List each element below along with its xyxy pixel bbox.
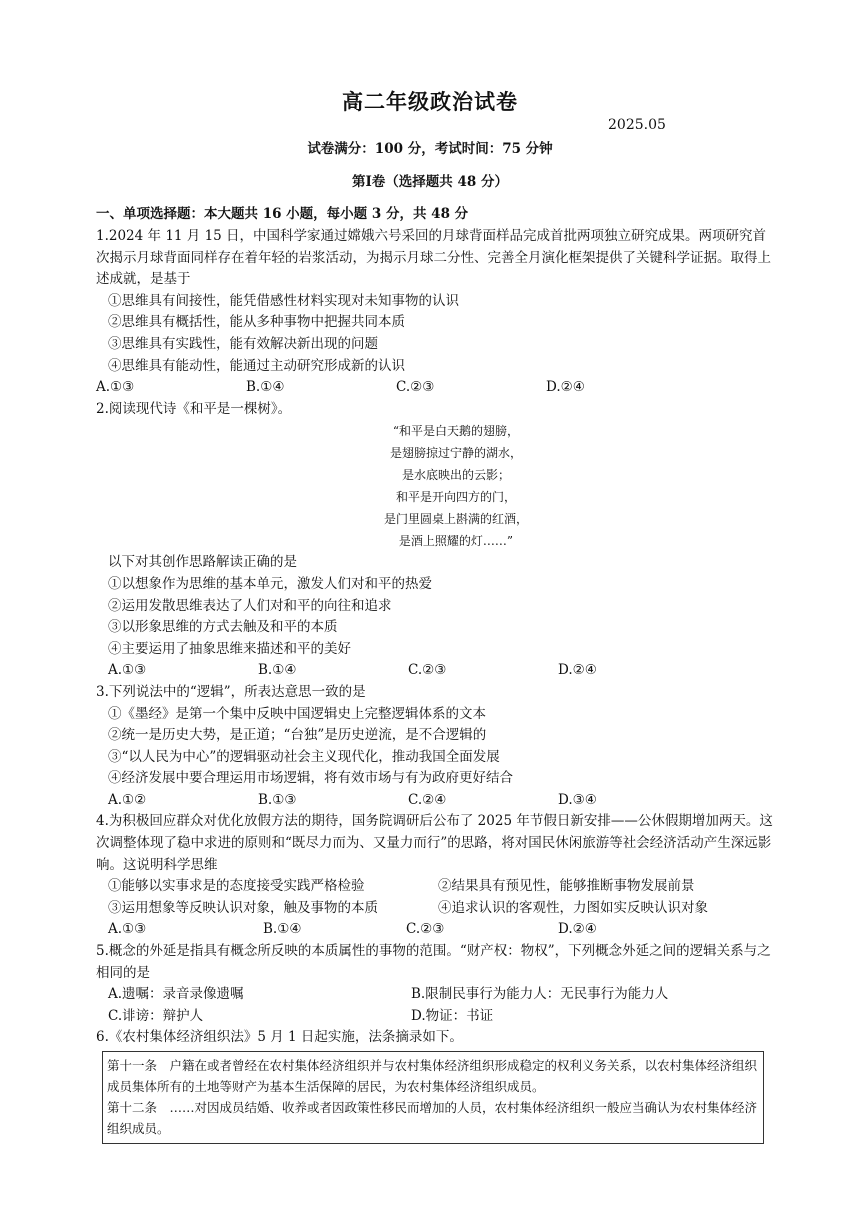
option-a[interactable]: A.遗嘱：录音录像遗嘱 — [108, 986, 244, 1003]
question-1-item: ②思维具有概括性，能从多种事物中把握共同本质 — [108, 314, 405, 331]
question-4-item: ①能够以实事求是的态度接受实践严格检验 — [108, 878, 365, 895]
option-c[interactable]: C.②④ — [408, 791, 447, 808]
question-2-item: ④主要运用了抽象思维来描述和平的美好 — [108, 640, 351, 657]
option-d[interactable]: D.②④ — [558, 921, 597, 938]
question-4-item: ④追求认识的客观性，力图如实反映认识对象 — [438, 899, 708, 916]
question-2-item: ①以想象作为思维的基本单元，激发人们对和平的热爱 — [108, 575, 432, 592]
question-1-options — [96, 377, 776, 399]
question-5-options-row — [96, 1006, 776, 1028]
law-article-12: 第十二条 ……对因成员结婚、收养或者因政策性移民而增加的人员，农村集体经济组织一般应当确认为农村集体经济组织成员。 — [107, 1100, 758, 1136]
poem-line: 和平是开向四方的门， — [395, 490, 516, 505]
question-1-item: ①思维具有间接性，能凭借感性材料实现对未知事物的认识 — [108, 292, 459, 309]
question-2-prompt: 以下对其创作思路解读正确的是 — [108, 554, 297, 571]
question-5-stem: 5.概念的外延是指具有概念所反映的本质属性的事物的范围。“财产权：物权”，下列概念外延之间的逻辑关系与之相同的是 — [96, 943, 771, 981]
poem-line: “和平是白天鹅的翅膀， — [392, 424, 520, 439]
option-b[interactable]: B.限制民事行为能力人：无民事行为能力人 — [411, 986, 669, 1003]
question-3-item: ①《墨经》是第一个集中反映中国逻辑史上完整逻辑体系的文本 — [108, 705, 486, 722]
poem-line: 是翅膀掠过宁静的湖水， — [389, 446, 522, 461]
question-2-stem: 2.阅读现代诗《和平是一棵树》。 — [96, 400, 292, 417]
question-1-item: ③思维具有实践性，能有效解决新出现的问题 — [108, 335, 378, 352]
question-2-item: ②运用发散思维表达了人们对和平的向往和追求 — [108, 597, 392, 614]
question-4-stem: 4.为积极回应群众对优化放假方法的期待，国务院调研后公布了 2025 年节假日新安排——公休假期增加两天。这次调整体现了稳中求进的原则和“既尽力而为、又量力而行”的思路，将对国民休闲旅游等社会经济活动产生深远影响。这说明科学思维 — [96, 813, 773, 873]
exam-content — [96, 204, 776, 1144]
option-c[interactable]: C.②③ — [396, 379, 435, 396]
option-d[interactable]: D.物证：书证 — [411, 1007, 494, 1024]
question-2-item: ③以形象思维的方式去触及和平的本质 — [108, 619, 338, 636]
option-b[interactable]: B.①④ — [246, 379, 285, 396]
option-b[interactable]: B.①④ — [258, 662, 297, 679]
question-4-item: ②结果具有预见性，能够推断事物发展前景 — [438, 878, 695, 895]
question-3-options — [96, 790, 776, 812]
option-a[interactable]: A.①③ — [108, 921, 147, 938]
question-4-item: ③运用想象等反映认识对象，触及事物的本质 — [108, 899, 378, 916]
option-d[interactable]: D.②④ — [546, 379, 585, 396]
part-heading: 第Ⅰ卷（选择题共 48 分） — [351, 174, 508, 190]
question-6-stem: 6.《农村集体经济组织法》5 月 1 日起实施，法条摘录如下。 — [96, 1029, 463, 1046]
poem-line: 是水底映出的云影； — [401, 468, 510, 483]
option-a[interactable]: A.①③ — [96, 379, 135, 396]
option-a[interactable]: A.①② — [108, 791, 147, 808]
option-d[interactable]: D.③④ — [558, 791, 597, 808]
exam-meta: 试卷满分：100 分，考试时间：75 分钟 — [307, 141, 553, 157]
question-2-options — [96, 660, 776, 682]
question-3-item: ②统一是历史大势，是正道；“台独”是历史逆流，是不合逻辑的 — [108, 727, 487, 744]
option-c[interactable]: C.诽谤：辩护人 — [108, 1007, 204, 1024]
section-heading: 一、单项选择题：本大题共 16 小题，每小题 3 分，共 48 分 — [96, 206, 469, 222]
question-4-items-row — [96, 876, 776, 898]
question-1-item: ④思维具有能动性，能通过主动研究形成新的认识 — [108, 357, 405, 374]
question-3-item: ③“以人民为中心”的逻辑驱动社会主义现代化，推动我国全面发展 — [108, 748, 500, 765]
option-a[interactable]: A.①③ — [108, 662, 147, 679]
poem-block — [136, 420, 776, 552]
exam-date: 2025.05 — [608, 117, 666, 133]
option-b[interactable]: B.①④ — [263, 921, 302, 938]
question-3-item: ④经济发展中要合理运用市场逻辑，将有效市场与有为政府更好结合 — [108, 770, 513, 787]
exam-title: 高二年级政治试卷 — [342, 89, 518, 114]
poem-line: 是门里圆桌上斟满的红酒， — [383, 512, 528, 527]
option-c[interactable]: C.②③ — [406, 921, 445, 938]
option-d[interactable]: D.②④ — [558, 662, 597, 679]
question-5-options-row — [96, 984, 776, 1006]
question-3-stem: 3.下列说法中的“逻辑”，所表达意思一致的是 — [96, 683, 366, 700]
law-article-11: 第十一条 户籍在或者曾经在农村集体经济组织并与农村集体经济组织形成稳定的权利义务关系，以农村集体经济组织成员集体所有的土地等财产为基本生活保障的居民，为农村集体经济组织成员。 — [107, 1058, 758, 1094]
law-excerpt-box — [102, 1051, 764, 1144]
poem-line: 是酒上照耀的灯……” — [398, 534, 514, 549]
question-4-options — [96, 919, 776, 941]
option-b[interactable]: B.①③ — [258, 791, 297, 808]
question-4-items-row — [96, 898, 776, 920]
question-1-stem: 1.2024 年 11 月 15 日，中国科学家通过嫦娥六号采回的月球背面样品完成首批两项独立研究成果。两项研究首次揭示月球背面同样存在着年轻的岩浆活动，为揭示月球二分性、完善全月演化框架提供了关键科学证据。取得上述成就，是基于 — [96, 228, 771, 288]
option-c[interactable]: C.②③ — [408, 662, 447, 679]
